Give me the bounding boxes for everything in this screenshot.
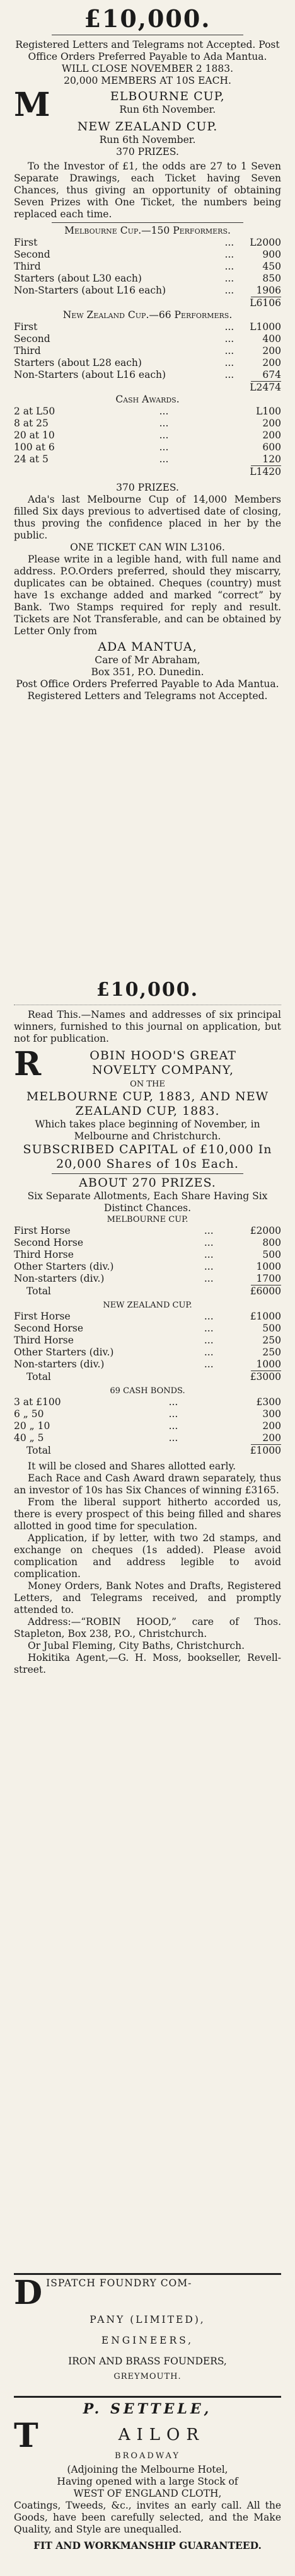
table-cell: L100 (256, 406, 281, 417)
melbourne-performers: Melbourne Cup.—150 Performers. (64, 225, 231, 236)
nz-total-row (14, 1371, 281, 1383)
registered-letters: Registered Letters and Telegrams not Accepted. (27, 690, 268, 702)
table-cell: Third Horse (14, 1335, 74, 1346)
table-cell: L1000 (250, 321, 281, 333)
cash-bonds-table (14, 1396, 281, 1444)
table-cell: 20 „ 10 (14, 1420, 50, 1432)
table-row (14, 1347, 281, 1359)
divider (14, 2273, 281, 2275)
founders-line: IRON AND BRASS FOUNDERS, (68, 2356, 227, 2367)
robin-hood-title-2: NOVELTY COMPANY, (92, 1063, 234, 1077)
cash-awards-table (14, 406, 281, 465)
table-cell: Second (14, 333, 50, 345)
table-cell: 300 (262, 1408, 281, 1420)
table-cell: 450 (262, 261, 281, 272)
drop-cap: D (14, 2277, 43, 2308)
table-cell: 1906 (256, 285, 281, 296)
settele-tailor-advertisement (14, 2393, 281, 2551)
money-orders-text: Money Orders, Bank Notes and Drafts, Registered Letters, and Telegrams received, and promptly attended to. (14, 1580, 281, 1616)
table-cell: ... (224, 249, 234, 260)
table-cell: ... (224, 285, 234, 296)
table-cell: 200 (262, 1432, 281, 1444)
nz-performers: New Zealand Cup.—66 Performers. (62, 309, 233, 321)
table-cell: Third (14, 261, 41, 272)
table-cell: 200 (262, 430, 281, 441)
melbourne-cup-label: MELBOURNE CUP. (107, 1215, 188, 1224)
table-cell: ... (204, 1261, 214, 1272)
table-cell: 6 „ 50 (14, 1408, 44, 1420)
address-text: Address:—“ROBIN HOOD,” care of Thos. Stapleton, Box 238, P.O., Christchurch. (14, 1616, 281, 1639)
table-cell: ... (204, 1323, 214, 1334)
table-cell: L2000 (250, 237, 281, 248)
odds-text: To the Investor of £1, the odds are 27 to 1 Seven Separate Drawings, each Ticket having Seven Chances, thus giving an opportunity of obtaining Seven Prizes with One Ticket, the numbers being replaced each time. (14, 161, 281, 220)
tailor-heading: AILOR (118, 2425, 205, 2444)
table-cell: ... (159, 406, 169, 417)
table-cell: 40 „ 5 (14, 1432, 44, 1444)
table-row (14, 1408, 281, 1420)
table-row (14, 1249, 281, 1261)
melbourne-prize-table (14, 1225, 281, 1285)
ad-heading: £10,000. (84, 4, 211, 33)
table-cell: First (14, 321, 38, 333)
nz-prize-table (14, 321, 281, 381)
table-cell: Non-starters (div.) (14, 1273, 105, 1284)
drop-cap: R (14, 1049, 42, 1079)
table-row (14, 1261, 281, 1273)
post-office-orders: Post Office Orders Preferred Payable to Ada Mantua. (16, 678, 279, 690)
nz-cup-heading: NEW ZEALAND CUP. (77, 120, 218, 134)
table-cell: Other Starters (div.) (14, 1261, 114, 1272)
table-cell: £2000 (250, 1225, 281, 1236)
table-row (14, 1335, 281, 1347)
melbourne-cup-heading: ELBOURNE CUP, (110, 89, 225, 103)
coatings-text: Coatings, Tweeds, &c., invites an early call. All the Goods, have been carefully selected, and the Make Quality, and Style are unequalled. (14, 2500, 281, 2535)
table-cell: ... (204, 1273, 214, 1284)
table-cell: First Horse (14, 1225, 71, 1236)
table-cell: ... (159, 418, 169, 429)
table-cell: ... (224, 273, 234, 284)
table-cell: 900 (262, 249, 281, 260)
cash-awards-heading: Cash Awards. (115, 394, 180, 405)
engineers-line: ENGINEERS, (101, 2335, 194, 2346)
each-race-text: Each Race and Cash Award drawn separately, thus an investor of 10s has Six Chances of winning £3165. (14, 1473, 281, 1496)
table-cell: 100 at 6 (14, 442, 55, 453)
table-cell: Third Horse (14, 1249, 74, 1260)
table-cell: Total (26, 1445, 51, 1456)
table-row (14, 1396, 281, 1408)
table-cell: 120 (262, 453, 281, 465)
table-cell: ... (159, 442, 169, 453)
table-row (14, 1237, 281, 1249)
table-cell: Other Starters (div.) (14, 1347, 114, 1358)
robin-hood-title-1: OBIN HOOD'S GREAT (90, 1049, 236, 1063)
table-cell: ... (204, 1249, 214, 1260)
table-cell: 200 (262, 418, 281, 429)
cups-heading: MELBOURNE CUP, 1883, AND NEW ZEALAND CUP, 1883. (26, 1090, 269, 1118)
robin-hood-advertisement (14, 979, 281, 1676)
table-cell: ... (224, 333, 234, 345)
table-cell: ... (224, 261, 234, 272)
table-row (14, 1359, 281, 1371)
table-cell: ... (168, 1432, 178, 1444)
table-cell: ... (224, 345, 234, 356)
table-cell: 800 (262, 1237, 281, 1248)
table-row (14, 1225, 281, 1237)
table-cell: Third (14, 345, 41, 356)
table-cell: 1000 (256, 1261, 281, 1272)
table-cell: ... (204, 1311, 214, 1322)
table-row (14, 333, 281, 345)
table-cell: 500 (262, 1323, 281, 1334)
table-cell: First Horse (14, 1311, 71, 1322)
having-line: Having opened with a large Stock of (57, 2476, 238, 2487)
table-row (14, 418, 281, 430)
tailor-name: P. SETTELE, (83, 2401, 212, 2417)
table-cell: 250 (262, 1347, 281, 1358)
ada-mantua-name: ADA MANTUA, (98, 640, 197, 654)
table-cell: ... (204, 1225, 214, 1236)
table-cell: £1000 (250, 1311, 281, 1322)
foundry-name-2: PANY (LIMITED), (90, 2314, 205, 2325)
cash-total: L1420 (250, 466, 281, 477)
dispatch-foundry-advertisement (14, 2271, 281, 2382)
table-cell: Total (26, 1285, 51, 1297)
cash-bonds-label: 69 CASH BONDS. (110, 1386, 185, 1396)
drop-cap: T (14, 2420, 38, 2451)
one-ticket-line: ONE TICKET CAN WIN L3106. (70, 542, 225, 553)
table-row (14, 369, 281, 381)
hokitika-agent: Hokitika Agent,—G. H. Moss, bookseller, Revell-street. (14, 1652, 281, 1675)
table-cell: 1700 (256, 1273, 281, 1284)
table-cell: £6000 (250, 1285, 281, 1297)
nz-run-date: Run 6th November. (99, 134, 196, 145)
table-cell: £3000 (250, 1371, 281, 1382)
or-address-text: Or Jubal Fleming, City Baths, Christchurch. (28, 1640, 245, 1651)
liberal-text: From the liberal support hitherto accorded us, there is every prospect of this being filled and shares allotted in good time for speculation. (14, 1496, 281, 1532)
application-text: Please write in a legible hand, with full name and address. P.O.Orders preferred, should they miscarry, duplicates can be obtained. Cheques (country) must have 1s exchange added and marked “correct” by Bank. Two Stamps required for reply and result. Tickets are Not Transferable, and can be obtained by Letter Only from (14, 554, 281, 637)
table-cell: ... (159, 453, 169, 465)
table-cell: Starters (about L28 each) (14, 357, 142, 368)
table-cell: ... (204, 1237, 214, 1248)
divider (52, 222, 243, 223)
table-cell: Non-Starters (about L16 each) (14, 369, 166, 380)
nz-prize-table (14, 1311, 281, 1371)
melbourne-total-row (14, 1285, 281, 1297)
table-cell: ... (204, 1359, 214, 1370)
ada-mantua-advertisement (14, 5, 281, 702)
fit-guarantee: FIT AND WORKMANSHIP GUARANTEED. (33, 2539, 262, 2551)
table-cell: 200 (262, 357, 281, 368)
table-cell: 8 at 25 (14, 418, 49, 429)
table-cell: ... (204, 1335, 214, 1346)
location-line: GREYMOUTH. (113, 2372, 182, 2381)
table-row (14, 453, 281, 465)
table-row (14, 345, 281, 357)
closed-text: It will be closed and Shares allotted early. (28, 1461, 236, 1472)
table-cell: ... (224, 369, 234, 380)
table-cell: £1000 (250, 1445, 281, 1456)
table-cell: 400 (262, 333, 281, 345)
table-row (14, 1420, 281, 1432)
box-address: Box 351, P.O. Dunedin. (91, 666, 204, 678)
read-this-text: Read This.—Names and addresses of six principal winners, furnished to this journal on application, but not for publication. (14, 1009, 281, 1044)
table-cell: Second Horse (14, 1323, 84, 1334)
table-row (14, 1432, 281, 1444)
table-cell: ... (159, 430, 169, 441)
table-row (14, 1323, 281, 1335)
melbourne-total: L6106 (250, 297, 281, 309)
table-row (14, 1273, 281, 1285)
nz-total: L2474 (250, 382, 281, 393)
intro-text: Registered Letters and Telegrams not Accepted. Post Office Orders Preferred Payable to Ada Mantua. (15, 39, 280, 62)
divider (14, 2396, 281, 2398)
table-cell: 850 (262, 273, 281, 284)
which-text: Which takes place beginning of November, in Melbourne and Christchurch. (35, 1119, 260, 1142)
table-row (14, 273, 281, 285)
table-row (14, 261, 281, 273)
west-england-line: WEST OF ENGLAND CLOTH, (73, 2488, 222, 2499)
melbourne-prize-table (14, 237, 281, 297)
table-cell: Total (26, 1371, 51, 1382)
prizes-heading-2: 370 PRIZES. (116, 482, 179, 493)
drop-cap: M (14, 89, 50, 120)
foundry-name-1: ISPATCH FOUNDRY COM- (46, 2277, 192, 2289)
table-row (14, 237, 281, 249)
table-cell: 20 at 10 (14, 430, 55, 441)
subscribed-capital: SUBSCRIBED CAPITAL of £10,000 In 20,000 Shares of 10s Each. (23, 1143, 272, 1171)
table-cell: ... (168, 1420, 178, 1432)
bonds-total-row (14, 1445, 281, 1457)
table-cell: 2 at L50 (14, 406, 55, 417)
table-cell: Second (14, 249, 50, 260)
table-row (14, 430, 281, 442)
adjoining-line: (Adjoining the Melbourne Hotel, (67, 2464, 228, 2475)
table-cell: 200 (262, 1420, 281, 1432)
application-text: Application, if by letter, with two 2d stamps, and exchange on cheques (1s added). Please avoid complication and address legible to avoid complication. (14, 1532, 281, 1580)
broadway-line: BROADWAY (115, 2451, 180, 2461)
confidence-text: Ada's last Melbourne Cup of 14,000 Members filled Six days previous to advertised date of closing, thus proving the confidence placed in her by the public. (14, 494, 281, 541)
ad-heading: £10,000. (96, 979, 199, 1001)
table-cell: 500 (262, 1249, 281, 1260)
table-cell: Non-starters (div.) (14, 1359, 105, 1370)
table-cell: Starters (about L30 each) (14, 273, 142, 284)
divider (52, 1173, 243, 1174)
melbourne-run-date: Run 6th November. (119, 104, 216, 115)
table-row (14, 357, 281, 369)
on-the-label: ON THE (130, 1080, 165, 1089)
table-cell: ... (168, 1396, 178, 1408)
prizes-heading: 370 PRIZES. (116, 146, 179, 157)
table-cell: 1000 (256, 1359, 281, 1370)
table-cell: 24 at 5 (14, 453, 49, 465)
about-prizes: ABOUT 270 PRIZES. (79, 1176, 216, 1190)
table-cell: £300 (256, 1396, 281, 1408)
table-cell: Non-Starters (about L16 each) (14, 285, 166, 296)
table-row (14, 249, 281, 261)
table-cell: 3 at £100 (14, 1396, 61, 1408)
care-of-line: Care of Mr Abraham, (95, 654, 200, 666)
table-cell: ... (168, 1408, 178, 1420)
table-row (14, 442, 281, 453)
table-cell: 250 (262, 1335, 281, 1346)
table-cell: 200 (262, 345, 281, 356)
table-cell: ... (204, 1347, 214, 1358)
table-cell: Second Horse (14, 1237, 84, 1248)
table-row (14, 285, 281, 297)
table-cell: ... (224, 357, 234, 368)
table-cell: ... (224, 237, 234, 248)
members-line: 20,000 MEMBERS AT 10S EACH. (64, 75, 231, 86)
table-row (14, 321, 281, 333)
table-cell: ... (224, 321, 234, 333)
six-allotments: Six Separate Allotments, Each Share Having Six Distinct Chances. (27, 1190, 268, 1214)
table-row (14, 1311, 281, 1323)
table-cell: 600 (262, 442, 281, 453)
table-cell: First (14, 237, 38, 248)
table-cell: 674 (262, 369, 281, 380)
nz-cup-label: NEW ZEALAND CUP. (103, 1301, 192, 1310)
closing-date: WILL CLOSE NOVEMBER 2 1883. (61, 63, 234, 74)
table-row (14, 406, 281, 418)
newspaper-column (14, 0, 281, 2576)
